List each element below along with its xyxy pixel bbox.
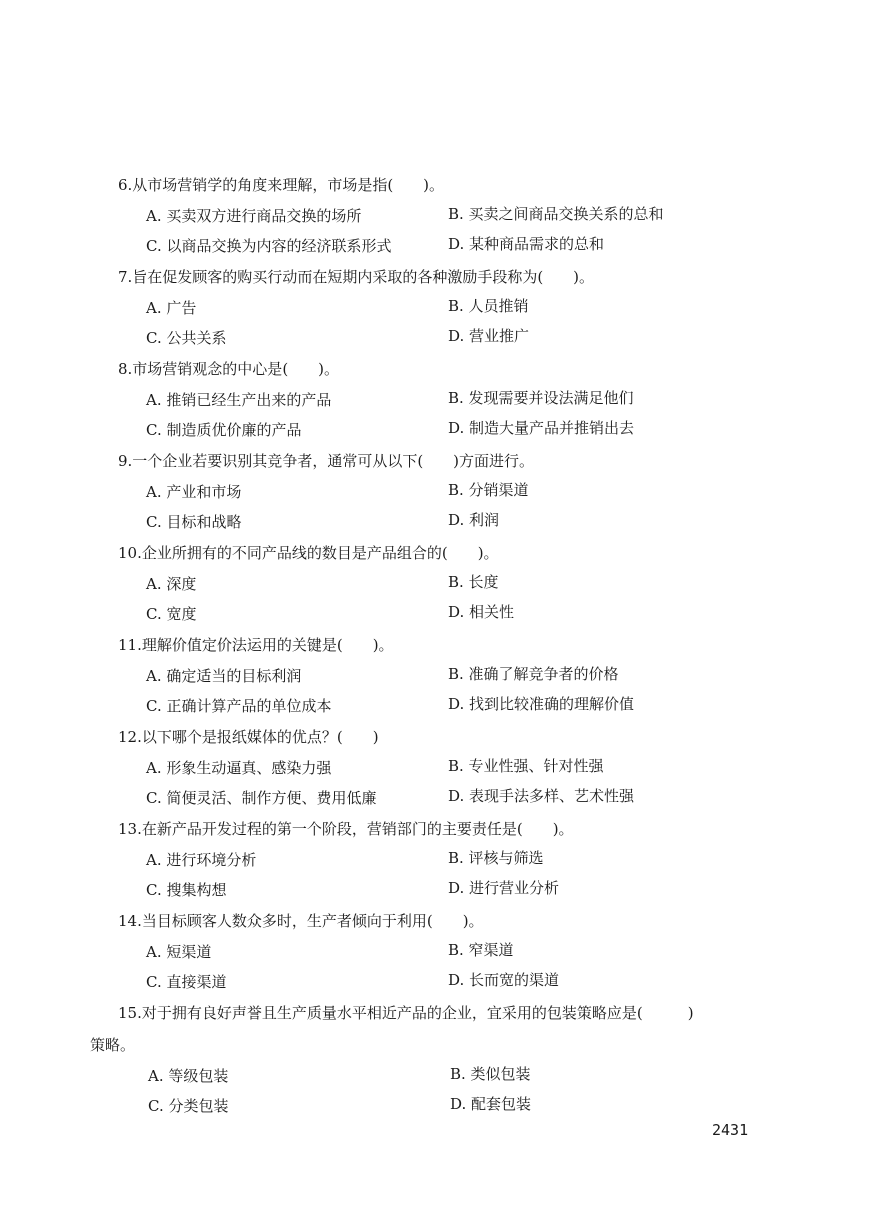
question-15-option-b: B. 类似包装 (450, 1065, 531, 1083)
question-12-stem: 12.以下哪个是报纸媒体的优点？( ) (118, 728, 379, 746)
question-14-option-a: A. 短渠道 (146, 943, 212, 961)
question-7-option-b: B. 人员推销 (448, 297, 529, 315)
question-12-option-d: D. 表现手法多样、艺术性强 (448, 787, 635, 805)
question-8-option-b: B. 发现需要并设法满足他们 (448, 389, 634, 407)
question-13-option-a: A. 进行环境分析 (146, 851, 257, 869)
question-9-option-c: C. 目标和战略 (146, 513, 242, 531)
question-15-option-a: A. 等级包装 (148, 1067, 229, 1085)
question-14-option-c: C. 直接渠道 (146, 973, 227, 991)
question-14-option-d: D. 长而宽的渠道 (448, 971, 560, 989)
question-12-option-c: C. 简便灵活、制作方便、费用低廉 (146, 789, 377, 807)
question-10-option-a: A. 深度 (146, 575, 197, 593)
question-11-option-d: D. 找到比较准确的理解价值 (448, 695, 635, 713)
question-12-option-a: A. 形象生动逼真、感染力强 (146, 759, 332, 777)
question-15-option-c: C. 分类包装 (148, 1097, 229, 1115)
question-6-stem: 6.从市场营销学的角度来理解，市场是指( )。 (118, 176, 445, 194)
question-15-option-d: D. 配套包装 (450, 1095, 532, 1113)
question-10-option-d: D. 相关性 (448, 603, 515, 621)
question-8-stem: 8.市场营销观念的中心是( )。 (118, 360, 340, 378)
question-9-stem: 9.一个企业若要识别其竞争者，通常可从以下( )方面进行。 (118, 452, 535, 470)
question-8-option-a: A. 推销已经生产出来的产品 (146, 391, 332, 409)
question-13-option-c: C. 搜集构想 (146, 881, 227, 899)
question-7-stem: 7.旨在促发顾客的购买行动而在短期内采取的各种激励手段称为( )。 (118, 268, 595, 286)
page-number: 2431 (712, 1121, 749, 1139)
question-7-option-c: C. 公共关系 (146, 329, 227, 347)
question-7-option-a: A. 广告 (146, 299, 197, 317)
question-9-option-b: B. 分销渠道 (448, 481, 529, 499)
question-8-option-c: C. 制造质优价廉的产品 (146, 421, 302, 439)
question-11-option-b: B. 准确了解竞争者的价格 (448, 665, 619, 683)
question-13-option-b: B. 评核与筛选 (448, 849, 544, 867)
question-13-option-d: D. 进行营业分析 (448, 879, 560, 897)
question-6-option-b: B. 买卖之间商品交换关系的总和 (448, 205, 664, 223)
question-11-option-a: A. 确定适当的目标利润 (146, 667, 302, 685)
question-10-option-c: C. 宽度 (146, 605, 197, 623)
question-14-option-b: B. 窄渠道 (448, 941, 514, 959)
question-14-stem: 14.当目标顾客人数众多时，生产者倾向于利用( )。 (118, 912, 484, 930)
question-6-option-c: C. 以商品交换为内容的经济联系形式 (146, 237, 392, 255)
question-6-option-a: A. 买卖双方进行商品交换的场所 (146, 207, 362, 225)
question-11-option-c: C. 正确计算产品的单位成本 (146, 697, 332, 715)
question-11-stem: 11.理解价值定价法运用的关键是( )。 (118, 636, 394, 654)
question-15-stem-continuation: 策略。 (90, 1036, 136, 1054)
question-8-option-d: D. 制造大量产品并推销出去 (448, 419, 635, 437)
question-13-stem: 13.在新产品开发过程的第一个阶段，营销部门的主要责任是( )。 (118, 820, 574, 838)
question-10-stem: 10.企业所拥有的不同产品线的数目是产品组合的( )。 (118, 544, 499, 562)
question-12-option-b: B. 专业性强、针对性强 (448, 757, 604, 775)
question-9-option-a: A. 产业和市场 (146, 483, 242, 501)
question-9-option-d: D. 利润 (448, 511, 500, 529)
question-6-option-d: D. 某种商品需求的总和 (448, 235, 605, 253)
question-7-option-d: D. 营业推广 (448, 327, 530, 345)
question-15-stem: 15.对于拥有良好声誉且生产质量水平相近产品的企业，宜采用的包装策略应是( ) (118, 1004, 694, 1022)
question-10-option-b: B. 长度 (448, 573, 499, 591)
